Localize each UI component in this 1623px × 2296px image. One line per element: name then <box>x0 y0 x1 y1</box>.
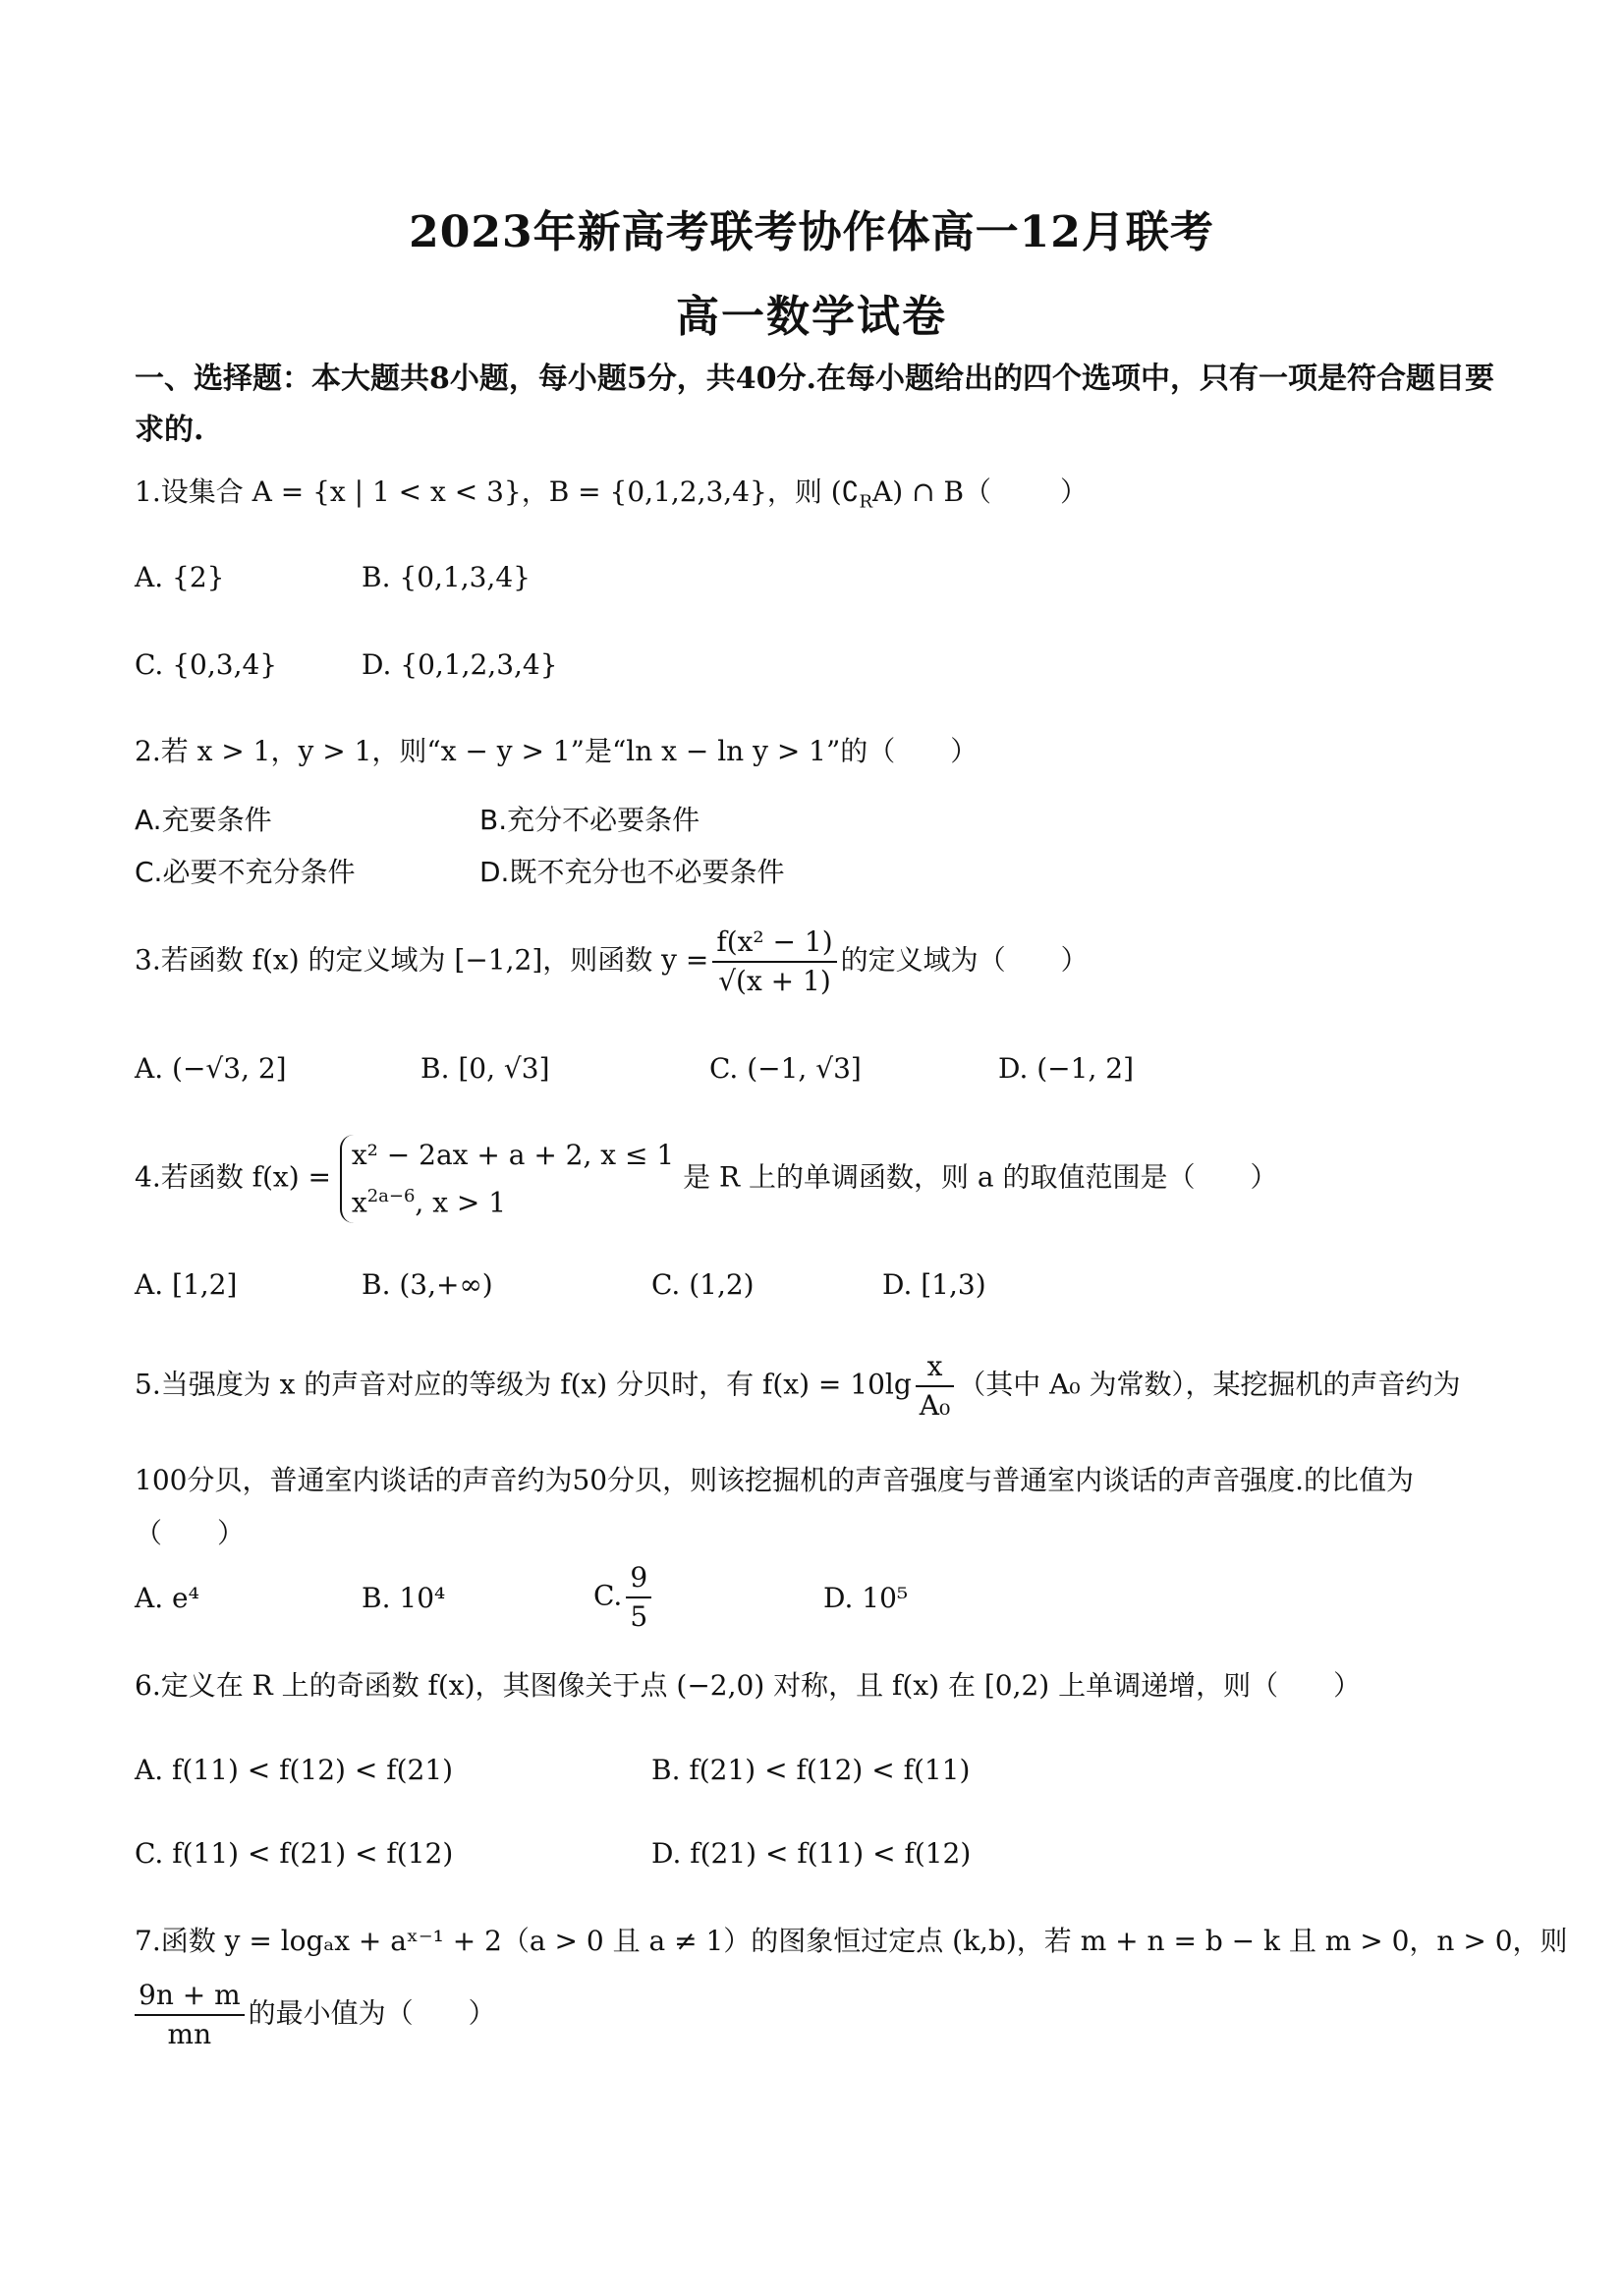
question-3-option-b[interactable]: B. [0, √3] <box>420 1052 550 1085</box>
section-heading: 一、选择题：本大题共8小题，每小题5分，共40分.在每小题给出的四个选项中，只有一项是符合题目要求的. <box>135 362 1494 447</box>
question-2-option-c[interactable]: C.必要不充分条件 <box>135 856 356 888</box>
question-5-option-d[interactable]: D. 10⁵ <box>823 1582 909 1614</box>
question-2-option-d[interactable]: D.既不充分也不必要条件 <box>479 856 785 888</box>
question-1-option-a[interactable]: A. {2} <box>135 561 225 593</box>
question-5-stem: 5.当强度为 x 的声音对应的等级为 f(x) 分贝时，有 f(x) = 10lg $\frac{x}{\text{A₀}}$ （其中 A₀ 为常数），某挖掘机的声音约为 <box>135 1348 1510 1425</box>
question-5-option-a[interactable]: A. e⁴ <box>135 1582 199 1614</box>
exam-subtitle: 高一数学试卷 <box>676 292 947 342</box>
question-2-option-b[interactable]: B.充分不必要条件 <box>479 804 700 836</box>
question-2-option-a[interactable]: A.充要条件 <box>135 804 272 836</box>
question-1-option-b[interactable]: B. {0,1,3,4} <box>362 561 531 593</box>
question-5-line-2: 100分贝，普通室内谈话的声音约为50分贝，则该挖掘机的声音强度与普通室内谈话的声音强度.的比值为 <box>135 1464 1414 1496</box>
question-3-option-a[interactable]: A. (−√3, 2] <box>135 1052 287 1085</box>
question-4-option-a[interactable]: A. [1,2] <box>135 1268 238 1301</box>
question-4-option-c[interactable]: C. (1,2) <box>651 1268 755 1301</box>
question-5-line-3: （ ） <box>135 1517 246 1549</box>
question-1-option-c[interactable]: C. {0,3,4} <box>135 648 278 681</box>
question-6-option-a[interactable]: A. f(11) < f(12) < f(21) <box>135 1754 454 1786</box>
question-4-stem: 4.若函数 f(x) = x² − 2ax + a + 2, x ≤ 1 $x^{2a-6}$, x > 1 是 R 上的单调函数，则 a 的取值范围是（ ） <box>135 1135 1510 1223</box>
question-6-option-d[interactable]: D. f(21) < f(11) < f(12) <box>651 1837 972 1870</box>
question-3-fraction: $\frac{\text{f(x² − 1)}}{√(x + 1)}$ <box>712 924 836 1000</box>
question-5-option-b[interactable]: B. 10⁴ <box>362 1582 446 1614</box>
question-5-fraction: $\frac{x}{\text{A₀}}$ <box>916 1348 954 1425</box>
question-3-option-d[interactable]: D. (−1, 2] <box>998 1052 1134 1085</box>
question-7-fraction: $\frac{9n + m}{mn}$ <box>135 1977 245 2053</box>
question-6-option-c[interactable]: C. f(11) < f(21) < f(12) <box>135 1837 454 1870</box>
question-5-option-c-fraction: $\frac{9}{5}$ <box>626 1559 651 1636</box>
question-4-option-b[interactable]: B. (3,+∞) <box>362 1268 493 1301</box>
question-7-line-2: $\frac{9n + m}{mn}$ 的最小值为（ ） <box>135 1977 1510 2053</box>
question-2-stem: 2.若 x > 1，y > 1，则“x − y > 1”是“ln x − ln y > 1”的（ ） <box>135 735 979 767</box>
question-4-piecewise: x² − 2ax + a + 2, x ≤ 1 $x^{2a-6}$, x > 1 <box>340 1135 674 1223</box>
question-4-option-d[interactable]: D. [1,3) <box>882 1268 986 1301</box>
question-6-option-b[interactable]: B. f(21) < f(12) < f(11) <box>651 1754 971 1786</box>
exam-title: 2023年新高考联考协作体高一12月联考 <box>409 207 1214 257</box>
question-5-option-c[interactable]: C. $\frac{9}{5}$ <box>593 1559 655 1636</box>
question-6-stem: 6.定义在 R 上的奇函数 f(x)，其图像关于点 (−2,0) 对称，且 f(x) 在 [0,2) 上单调递增，则（ ） <box>135 1669 1362 1702</box>
question-7-stem: 7.函数 y = logₐx + aˣ⁻¹ + 2（a > 0 且 a ≠ 1）的图象恒过定点 (k,b)，若 m + n = b − k 且 m > 0，n > 0，则 <box>135 1925 1568 1957</box>
question-1-stem: 1.设集合 A = {x | 1 < x < 3}，B = {0,1,2,3,4}，则 $(∁_RA)$ ∩ B（ ） <box>135 476 1089 513</box>
question-3-option-c[interactable]: C. (−1, √3] <box>709 1052 862 1085</box>
question-1-option-d[interactable]: D. {0,1,2,3,4} <box>362 648 558 681</box>
question-3-stem: 3.若函数 f(x) 的定义域为 [−1,2]，则函数 y = $\frac{\text{f(x² − 1)}}{√(x + 1)}$ 的定义域为（ ） <box>135 924 1510 1000</box>
